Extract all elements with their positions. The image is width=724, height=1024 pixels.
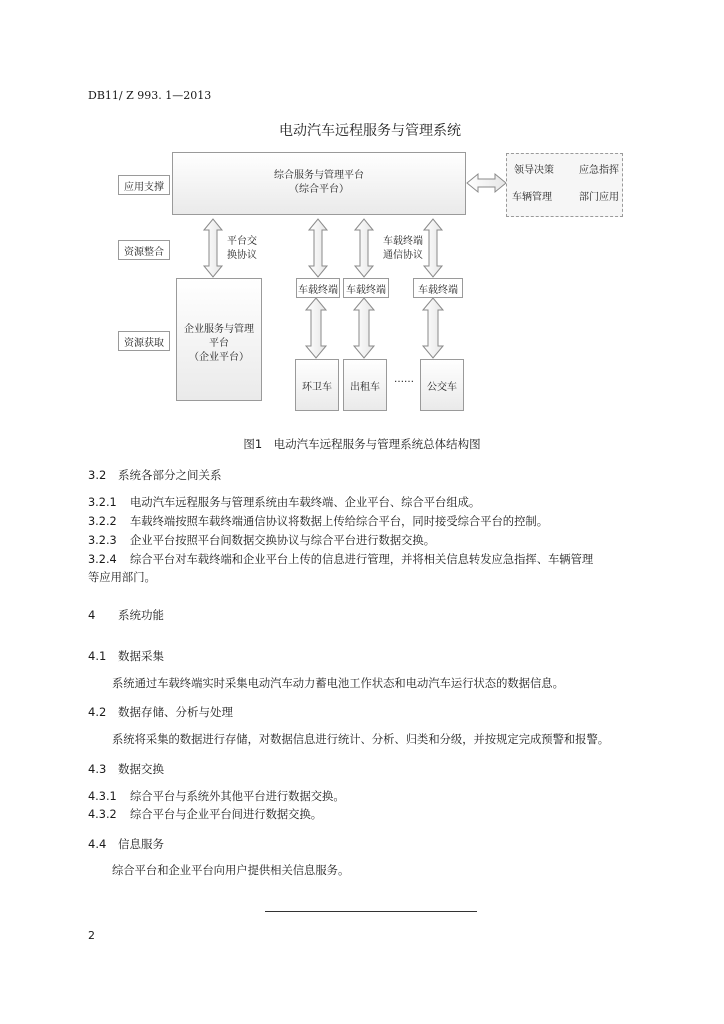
vehicle-bus: 公交车 bbox=[420, 359, 464, 411]
label-application-support: 应用支撑 bbox=[118, 175, 170, 195]
double-arrow-enterprise bbox=[204, 219, 222, 277]
clause-number: 3.2.2 bbox=[88, 515, 117, 528]
app-department-application: 部门应用 bbox=[579, 192, 619, 203]
clause-number: 3.2.1 bbox=[88, 496, 117, 509]
page-number: 2 bbox=[88, 929, 95, 942]
app-emergency-command: 应急指挥 bbox=[579, 165, 619, 176]
clause-number: 3.2.3 bbox=[88, 534, 117, 547]
section-heading bbox=[88, 761, 164, 777]
protocol-vehicle-line2: 通信协议 bbox=[383, 250, 423, 261]
section-title: 数据存储、分析与处理 bbox=[118, 705, 233, 719]
clause bbox=[88, 533, 663, 549]
section-number: 4.4 bbox=[88, 837, 107, 851]
app-vehicle-management: 车辆管理 bbox=[512, 192, 552, 203]
paragraph: 综合平台和企业平台向用户提供相关信息服务。 bbox=[112, 864, 350, 877]
vehicle-terminal-1: 车载终端 bbox=[296, 278, 340, 298]
protocol-platform-exchange bbox=[224, 235, 260, 263]
double-arrow-terminal-1 bbox=[309, 219, 327, 277]
integrated-platform-name: 综合服务与管理平台 bbox=[274, 170, 364, 181]
double-arrow-vehicle-3 bbox=[423, 298, 443, 358]
clause-text: 综合平台与企业平台间进行数据交换。 bbox=[130, 808, 323, 821]
enterprise-platform-abbr: （企业平台） bbox=[189, 352, 249, 363]
clause-text: 电动汽车远程服务与管理系统由车载终端、企业平台、综合平台组成。 bbox=[130, 496, 481, 509]
vehicle-taxi: 出租车 bbox=[343, 359, 387, 411]
clause-number: 4.3.2 bbox=[88, 808, 117, 821]
integrated-platform bbox=[172, 152, 466, 215]
clause bbox=[88, 807, 663, 823]
figure-caption: 图1 电动汽车远程服务与管理系统总体结构图 bbox=[243, 437, 481, 451]
section-heading bbox=[88, 607, 164, 623]
enterprise-platform-line2: 平台 bbox=[209, 338, 229, 349]
clause bbox=[88, 514, 663, 530]
clause bbox=[88, 789, 663, 805]
section-number: 4.3 bbox=[88, 762, 107, 776]
section-number: 3.2 bbox=[88, 468, 107, 482]
vehicle-terminal-3: 车载终端 bbox=[413, 278, 463, 298]
section-title: 数据采集 bbox=[118, 649, 164, 663]
section-title: 信息服务 bbox=[118, 837, 164, 851]
enterprise-platform-line1: 企业服务与管理 bbox=[184, 324, 254, 335]
protocol-vehicle-line1: 车载终端 bbox=[383, 236, 423, 247]
double-arrow-vehicle-1 bbox=[306, 298, 326, 358]
section-title: 系统各部分之间关系 bbox=[118, 468, 222, 482]
protocol-platform-line2: 换协议 bbox=[227, 250, 257, 261]
label-resource-acquisition: 资源获取 bbox=[118, 331, 170, 351]
vehicle-ellipsis: …… bbox=[394, 374, 414, 385]
diagram-title: 电动汽车远程服务与管理系统 bbox=[279, 123, 461, 139]
label-resource-integration: 资源整合 bbox=[118, 240, 170, 260]
clause bbox=[88, 495, 663, 511]
app-leadership-decision: 领导决策 bbox=[514, 165, 554, 176]
section-title: 系统功能 bbox=[118, 608, 164, 622]
paragraph: 系统通过车载终端实时采集电动汽车动力蓄电池工作状态和电动汽车运行状态的数据信息。 bbox=[112, 677, 564, 690]
section-number: 4.2 bbox=[88, 705, 107, 719]
clause bbox=[88, 552, 663, 568]
applications-group bbox=[506, 153, 623, 217]
section-heading bbox=[88, 704, 233, 720]
clause-continuation: 等应用部门。 bbox=[88, 571, 156, 584]
clause-text: 综合平台与系统外其他平台进行数据交换。 bbox=[130, 790, 345, 803]
paragraph: 系统将采集的数据进行存储，对数据信息进行统计、分析、归类和分级，并按规定完成预警和报警。 bbox=[112, 733, 610, 746]
double-arrow-terminal-2 bbox=[355, 219, 373, 277]
protocol-platform-line1: 平台交 bbox=[227, 236, 257, 247]
section-heading bbox=[88, 648, 164, 664]
double-arrow-apps bbox=[467, 174, 506, 192]
double-arrow-vehicle-2 bbox=[354, 298, 374, 358]
vehicle-sanitation: 环卫车 bbox=[295, 359, 339, 411]
clause-text: 综合平台对车载终端和企业平台上传的信息进行管理，并将相关信息转发应急指挥、车辆管理 bbox=[130, 553, 594, 566]
end-rule bbox=[265, 911, 477, 912]
section-heading bbox=[88, 467, 222, 483]
integrated-platform-abbr: （综合平台） bbox=[289, 184, 349, 195]
clause-text: 车载终端按照车载终端通信协议将数据上传给综合平台，同时接受综合平台的控制。 bbox=[130, 515, 548, 528]
protocol-vehicle-terminal bbox=[378, 235, 428, 263]
document-id: DB11/ Z 993. 1—2013 bbox=[88, 89, 212, 102]
clause-number: 3.2.4 bbox=[88, 553, 117, 566]
section-heading bbox=[88, 836, 164, 852]
section-number: 4.1 bbox=[88, 649, 107, 663]
clause-number: 4.3.1 bbox=[88, 790, 117, 803]
enterprise-platform bbox=[176, 278, 262, 401]
section-title: 数据交换 bbox=[118, 762, 164, 776]
section-number: 4 bbox=[88, 608, 96, 622]
clause-text: 企业平台按照平台间数据交换协议与综合平台进行数据交换。 bbox=[130, 534, 436, 547]
vehicle-terminal-2: 车载终端 bbox=[343, 278, 389, 298]
